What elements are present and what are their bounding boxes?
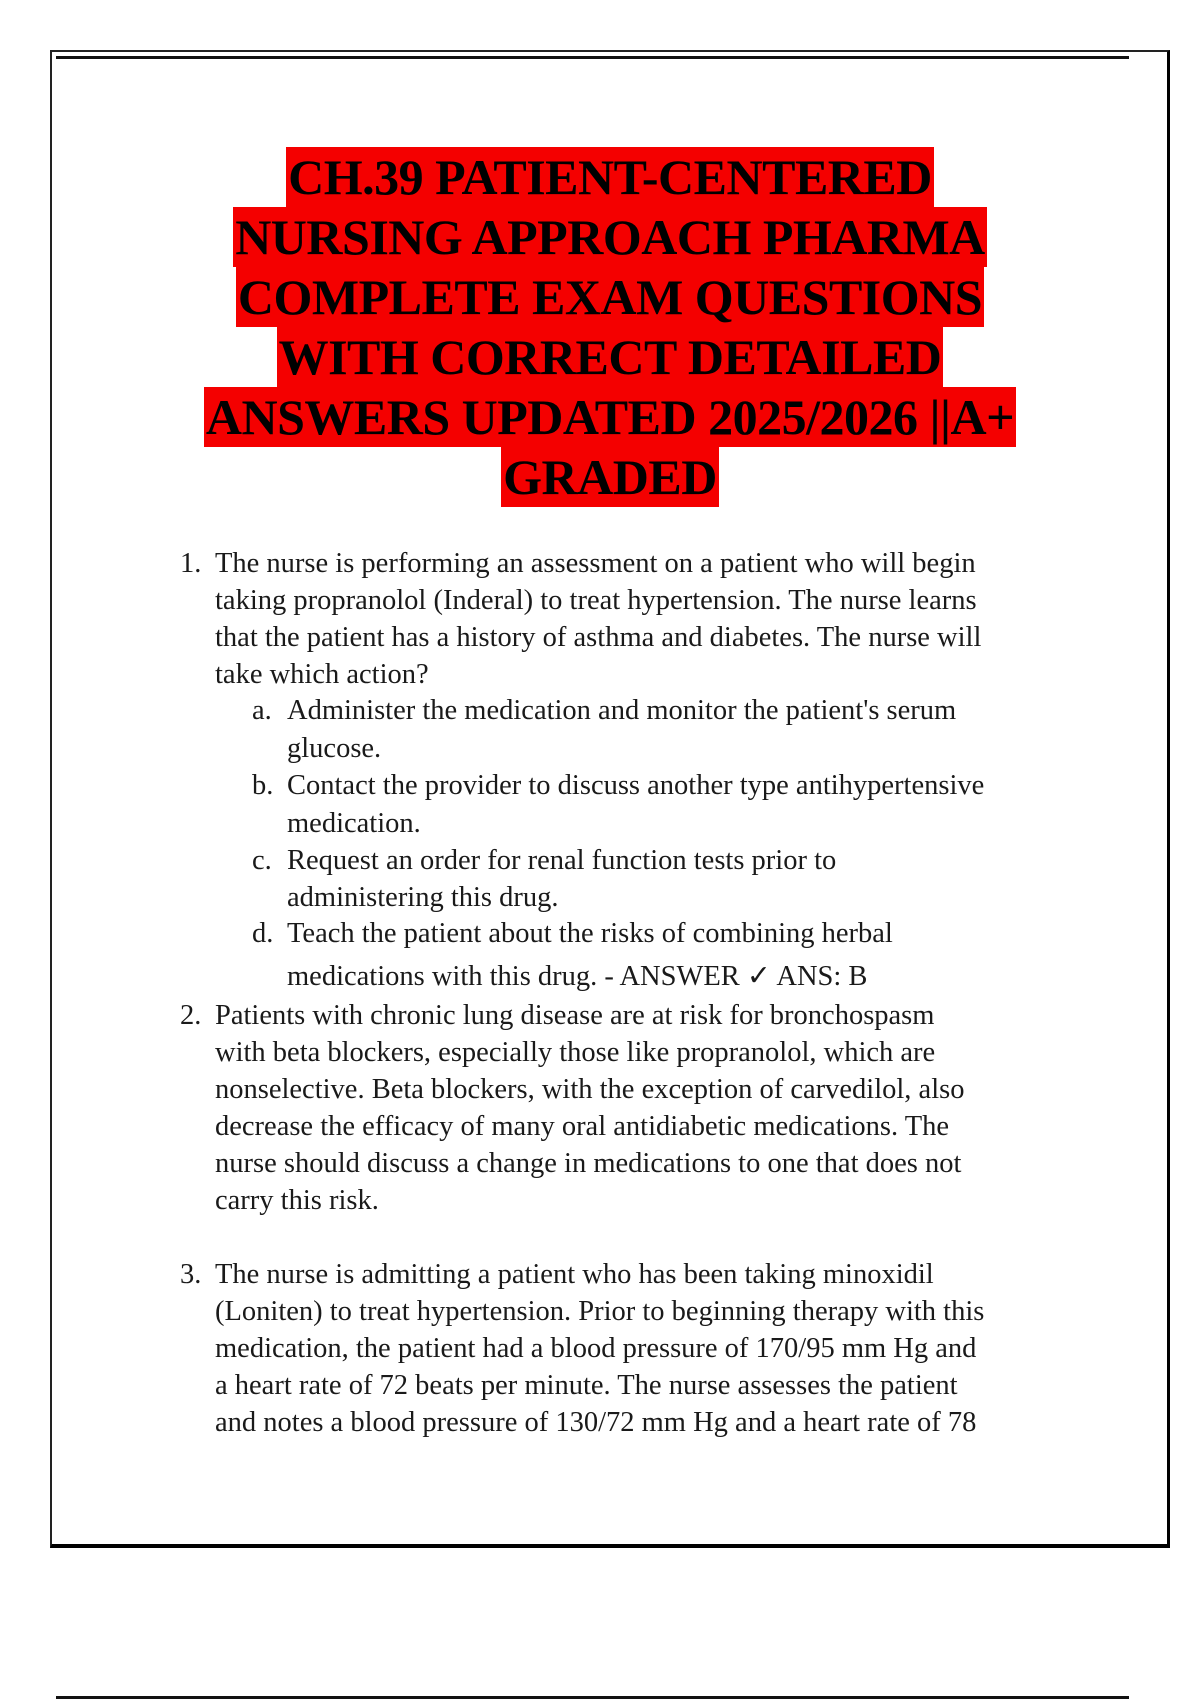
title-line: GRADED xyxy=(503,449,717,505)
question-text-line: with beta blockers, especially those like propranolol, which are xyxy=(215,1037,936,1068)
option-letter: c. xyxy=(252,845,272,876)
option-text-line: Request an order for renal function tests prior to xyxy=(287,845,837,876)
answer-line: medications with this drug. - ANSWER ✓ ANS: B xyxy=(287,961,868,992)
option-text-line: administering this drug. xyxy=(287,882,559,913)
question-text-line: carry this risk. xyxy=(215,1185,379,1216)
question-text-line: a heart rate of 72 beats per minute. The nurse assesses the patient xyxy=(215,1370,958,1401)
question-text-line: and notes a blood pressure of 130/72 mm Hg and a heart rate of 78 xyxy=(215,1407,977,1438)
option-text-line: glucose. xyxy=(287,733,382,764)
title-line: CH.39 PATIENT-CENTERED xyxy=(288,149,932,205)
bottom-rule xyxy=(56,1696,1129,1699)
title-line: WITH CORRECT DETAILED xyxy=(278,329,942,385)
question-text-line: take which action? xyxy=(215,659,429,690)
question-text-line: decrease the efficacy of many oral antidiabetic medications. The xyxy=(215,1111,950,1142)
option-text-line: Administer the medication and monitor the patient's serum xyxy=(287,695,957,726)
title-line: NURSING APPROACH PHARMA xyxy=(235,209,985,265)
document-title xyxy=(0,147,1200,507)
top-rule xyxy=(56,56,1129,59)
option-letter: d. xyxy=(252,918,274,949)
title-line: COMPLETE EXAM QUESTIONS xyxy=(237,269,983,325)
question-number: 3. xyxy=(180,1259,202,1290)
question-text-line: (Loniten) to treat hypertension. Prior to beginning therapy with this xyxy=(215,1296,985,1327)
question-text-line: that the patient has a history of asthma and diabetes. The nurse will xyxy=(215,622,982,653)
question-number: 1. xyxy=(180,548,202,579)
option-letter: a. xyxy=(252,695,272,726)
question-text-line: nonselective. Beta blockers, with the exception of carvedilol, also xyxy=(215,1074,965,1105)
option-text-line: Teach the patient about the risks of combining herbal xyxy=(287,918,893,949)
question-text-line: taking propranolol (Inderal) to treat hypertension. The nurse learns xyxy=(215,585,977,616)
question-text-line: nurse should discuss a change in medications to one that does not xyxy=(215,1148,962,1179)
question-text-line: The nurse is admitting a patient who has been taking minoxidil xyxy=(215,1259,934,1290)
question-text-line: medication, the patient had a blood pressure of 170/95 mm Hg and xyxy=(215,1333,977,1364)
question-text-line: Patients with chronic lung disease are at risk for bronchospasm xyxy=(215,1000,935,1031)
option-text-line: medication. xyxy=(287,808,421,839)
option-text-line: Contact the provider to discuss another type antihypertensive xyxy=(287,770,985,801)
question-number: 2. xyxy=(180,1000,202,1031)
option-letter: b. xyxy=(252,770,274,801)
title-line: ANSWERS UPDATED 2025/2026 ||A+ xyxy=(205,389,1015,445)
question-text-line: The nurse is performing an assessment on a patient who will begin xyxy=(215,548,976,579)
